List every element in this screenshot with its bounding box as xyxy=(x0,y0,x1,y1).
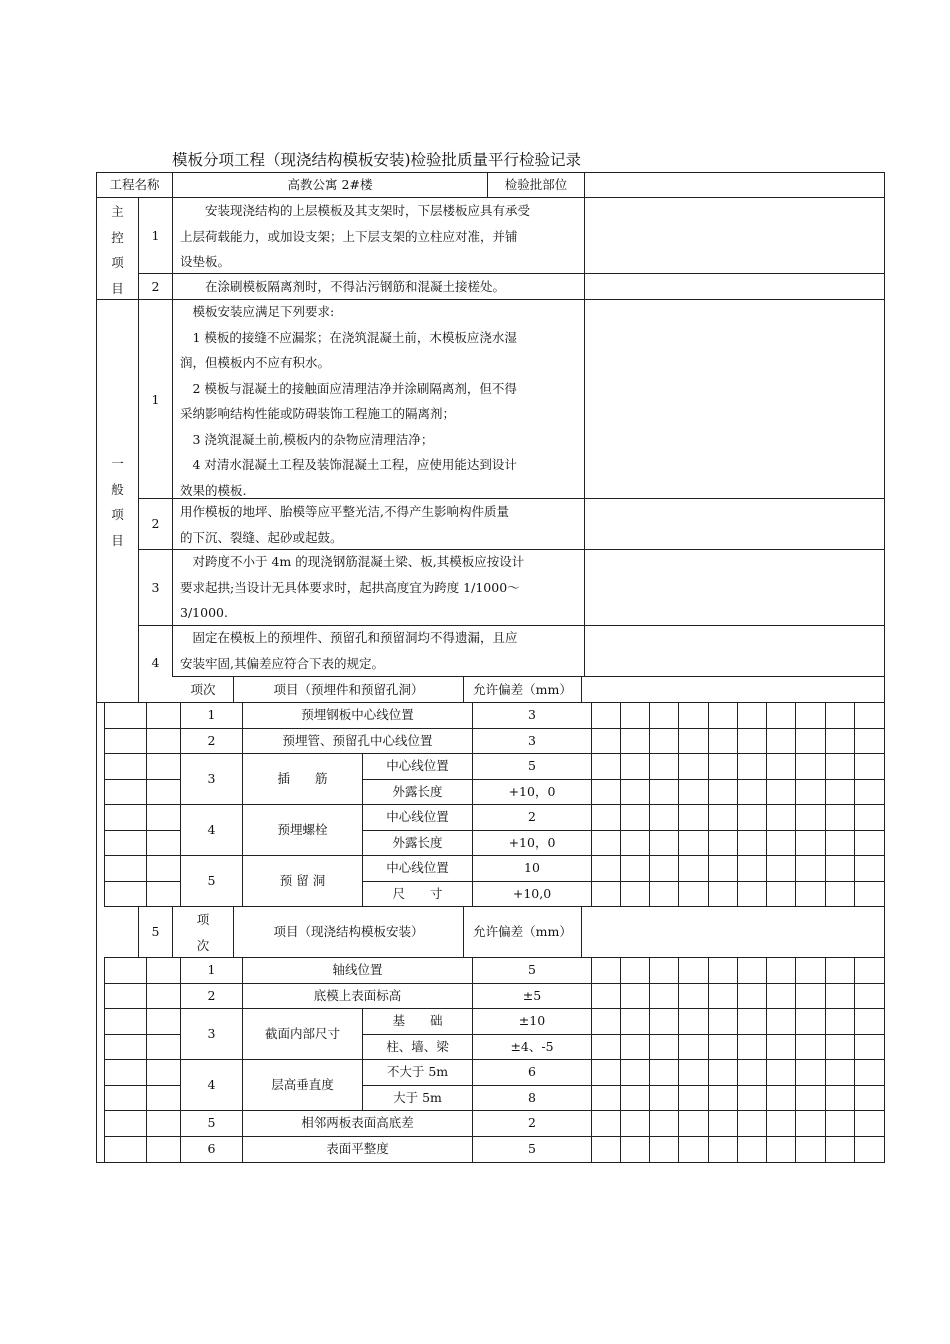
embedded-row-2-no: 2 xyxy=(207,733,216,748)
project-name-value: 高教公寓 2#楼 xyxy=(287,177,373,192)
install-row-8-item: 表面平整度 xyxy=(326,1141,389,1156)
install-row-5-tol: 6 xyxy=(528,1064,536,1079)
main-item-2-no: 2 xyxy=(151,279,160,294)
embedded-row-3-tol: 5 xyxy=(528,758,536,773)
embedded-row-3-item: 插 筋 xyxy=(277,771,328,786)
page-title: 模板分项工程（现浇结构模板安装)检验批质量平行检验记录 xyxy=(172,151,582,169)
embedded-row-8-tol: +10,0 xyxy=(512,886,552,901)
install-row-1-no: 1 xyxy=(207,962,216,977)
embedded-row-6-tol: +10，0 xyxy=(508,835,556,850)
install-row-2-tol: ±5 xyxy=(522,988,542,1003)
embedded-row-1-tol: 3 xyxy=(528,707,536,722)
install-row-2-no: 2 xyxy=(207,988,216,1003)
install-row-4-tol: ±4、-5 xyxy=(510,1039,554,1054)
general-item-1-no: 1 xyxy=(151,392,160,407)
embedded-row-7-no: 5 xyxy=(207,873,216,888)
embedded-header-no: 项次 xyxy=(190,682,216,697)
embedded-row-1-item: 预埋钢板中心线位置 xyxy=(301,707,414,722)
main-item-1-text: 安装现浇结构的上层模板及其支架时，下层楼板应具有承受 上层荷载能力，或加设支架；上下层支架的立柱应对准，并铺 设垫板。 xyxy=(180,203,531,269)
embedded-row-4-tol: +10，0 xyxy=(508,784,556,799)
install-row-3-tol: ±10 xyxy=(518,1013,546,1028)
embedded-row-7-sub: 中心线位置 xyxy=(386,860,449,875)
install-row-3-no: 3 xyxy=(207,1026,216,1041)
embedded-row-4-sub: 外露长度 xyxy=(392,784,443,799)
embedded-row-7-item: 预 留 洞 xyxy=(279,873,326,888)
general-item-4-text: 固定在模板上的预埋件、预留孔和预留洞均不得遗漏，且应 安装牢固,其偏差应符合下表的规定。 xyxy=(180,630,518,671)
main-items-category: 主 控 项 目 xyxy=(111,204,124,296)
general-item-3-text: 对跨度不小于 4m 的现浇钢筋混凝土梁、板,其模板应按设计 要求起拱;当设计无具体要求时，起拱高度宜为跨度 1/1000～ 3/1000. xyxy=(180,554,525,620)
embedded-row-5-no: 4 xyxy=(207,822,216,837)
install-row-2-item: 底模上表面标高 xyxy=(313,988,402,1003)
install-row-1-tol: 5 xyxy=(528,962,536,977)
install-row-5-item: 层高垂直度 xyxy=(271,1077,334,1092)
install-row-6-tol: 8 xyxy=(528,1090,536,1105)
embedded-row-5-tol: 2 xyxy=(528,809,536,824)
install-row-4-sub: 柱、墙、梁 xyxy=(386,1039,449,1054)
embedded-header-item: 项目（预埋件和预留孔洞） xyxy=(273,682,424,697)
embedded-row-3-sub: 中心线位置 xyxy=(386,758,449,773)
install-row-7-tol: 2 xyxy=(528,1115,536,1130)
batch-location-label: 检验批部位 xyxy=(504,177,568,192)
embedded-row-8-sub: 尺 寸 xyxy=(392,886,443,901)
install-row-3-sub: 基 础 xyxy=(392,1013,443,1028)
embedded-row-5-sub: 中心线位置 xyxy=(386,809,449,824)
embedded-row-1-no: 1 xyxy=(207,707,216,722)
install-row-5-no: 4 xyxy=(207,1077,216,1092)
install-row-8-no: 6 xyxy=(207,1141,216,1156)
embedded-row-5-item: 预埋螺栓 xyxy=(277,822,328,837)
install-header-tolerance: 允许偏差（mm） xyxy=(473,924,572,939)
general-items-category: 一 般 项 目 xyxy=(111,456,124,548)
main-item-1-no: 1 xyxy=(151,228,160,243)
general-item-2-text: 用作模板的地坪、胎模等应平整光洁,不得产生影响构件质量 的下沉、裂缝、起砂或起鼓。 xyxy=(180,504,509,545)
install-item-no: 5 xyxy=(151,924,160,939)
install-header-no: 项 次 xyxy=(196,912,210,953)
install-row-6-sub: 大于 5m xyxy=(393,1090,442,1105)
embedded-header-tolerance: 允许偏差（mm） xyxy=(473,682,572,697)
project-name-label: 工程名称 xyxy=(109,177,160,192)
install-row-8-tol: 5 xyxy=(528,1141,536,1156)
install-row-5-sub: 不大于 5m xyxy=(386,1064,449,1079)
main-item-2-text: 在涂刷模板隔离剂时，不得沾污钢筋和混凝土接槎处。 xyxy=(205,279,506,294)
install-header-item: 项目（现浇结构模板安装） xyxy=(273,924,424,939)
general-item-1-text: 模板安装应满足下列要求: 1 模板的接缝不应漏浆；在浇筑混凝土前，木模板应浇水湿 润，但模板内不应有积水。 2 模板与混凝土的接触面应清理洁净并涂刷隔离剂，但不得 采纳影响结构性能或防碍装饰工程施工的隔离剂； 3 浇筑混凝土前,模板内的杂物应清理洁净； 4 对清水混凝土工程及装饰混凝土工程，应使用能达到设计 效果的模板. xyxy=(180,304,517,498)
general-item-4-no: 4 xyxy=(151,655,160,670)
embedded-row-2-tol: 3 xyxy=(528,733,536,748)
general-item-2-no: 2 xyxy=(151,516,160,531)
embedded-row-6-sub: 外露长度 xyxy=(392,835,443,850)
install-row-3-item: 截面内部尺寸 xyxy=(264,1026,340,1041)
install-row-7-item: 相邻两板表面高底差 xyxy=(301,1115,414,1130)
install-row-1-item: 轴线位置 xyxy=(332,962,383,977)
install-row-7-no: 5 xyxy=(207,1115,216,1130)
embedded-row-7-tol: 10 xyxy=(524,860,540,875)
embedded-row-2-item: 预埋管、预留孔中心线位置 xyxy=(282,733,433,748)
embedded-row-3-no: 3 xyxy=(207,771,216,786)
general-item-3-no: 3 xyxy=(151,580,160,595)
